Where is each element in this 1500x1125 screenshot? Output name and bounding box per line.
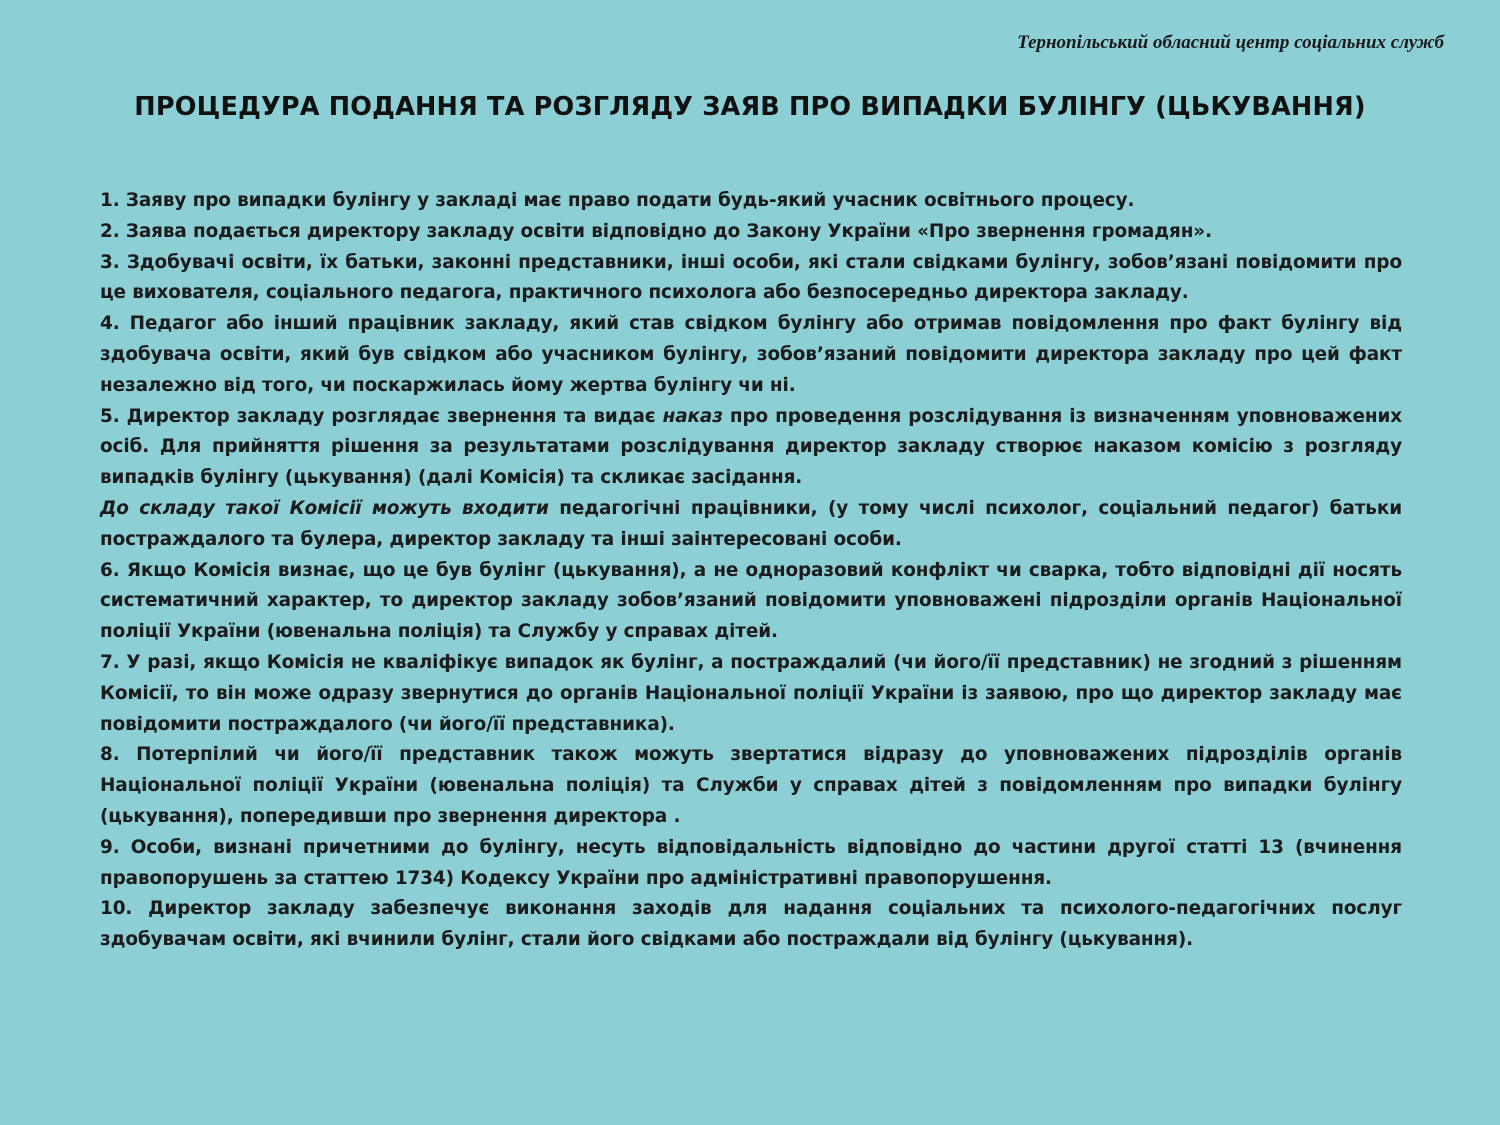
item-emphasis: До складу такої Комісії можуть входити [100, 497, 549, 519]
item-text: 6. Якщо Комісія визнає, що це був булінг (цькування), а не одноразовий конфлікт чи сварка, тобто відповідні дії носять систематичний характер, то директор закладу зобов’язаний повідомити уповноважені підрозділи органів Національної поліції України (ювенальна поліція) та Службу у справах дітей. [100, 559, 1402, 643]
list-item [100, 494, 1402, 556]
list-item [100, 217, 1402, 248]
item-text: 2. Заява подається директору закладу освіти відповідно до Закону України «Про звернення громадян». [100, 220, 1212, 242]
organization-name: Тернопільський обласний центр соціальних служб [1017, 32, 1444, 53]
list-item [100, 833, 1402, 895]
list-item [100, 740, 1402, 832]
item-text: 4. Педагог або інший працівник закладу, який став свідком булінгу або отримав повідомлення про факт булінгу від здобувача освіти, який був свідком або учасником булінгу, зобов’язаний повідомити директора закладу про цей факт незалежно від того, чи поскаржилась йому жертва булінгу чи ні. [100, 313, 1402, 396]
item-text: про проведення розслідування із визначенням уповноважених осіб. Для прийняття рішення за результатами розслідування директор закладу створює наказом комісію з розгляду випадків булінгу (цькування) (далі Комісія) та скликає засідання. [100, 405, 1402, 489]
item-text: 8. Потерпілий чи його/її представник також можуть звертатися відразу до уповноважених підрозділів органів Національної поліції України (ювенальна поліція) та Служби у справах дітей з повідомленням про випадки булінгу (цькування), попередивши про звернення директора . [100, 744, 1402, 827]
procedure-list [100, 186, 1402, 956]
item-text: 3. Здобувачі освіти, їх батьки, законні представники, інші особи, які стали свідками булінгу, зобов’язані повідомити про це вихователя, соціального педагога, практичного психолога або безпосередньо директора закладу. [100, 251, 1402, 304]
list-item [100, 186, 1402, 217]
item-emphasis: наказ [662, 405, 723, 427]
list-item [100, 648, 1402, 740]
list-item [100, 402, 1402, 494]
item-text: педагогічні працівники, (у тому числі психолог, соціальний педагог) батьки постраждалого та булера, директор закладу та інші заінтересовані особи. [100, 497, 1402, 550]
list-item [100, 894, 1402, 956]
item-text: 9. Особи, визнані причетними до булінгу, несуть відповідальність відповідно до частини другої статті 13 (вчинення правопорушень за статтею 1734) Кодексу України про адміністративні правопорушення. [100, 836, 1402, 889]
list-item [100, 556, 1402, 648]
item-text: 7. У разі, якщо Комісія не кваліфікує випадок як булінг, а постраждалий (чи його/її представник) не згодний з рішенням Комісії, то він може одразу звернутися до органів Національної поліції України із заявою, про що директор закладу має повідомити постраждалого (чи його/її представника). [100, 651, 1402, 735]
list-item [100, 309, 1402, 401]
item-text: 1. Заяву про випадки булінгу у закладі має право подати будь-який учасник освітнього процесу. [100, 190, 1135, 211]
page-title: ПРОЦЕДУРА ПОДАННЯ ТА РОЗГЛЯДУ ЗАЯВ ПРО ВИПАДКИ БУЛІНГУ (ЦЬКУВАННЯ) [134, 92, 1366, 122]
item-text: 10. Директор закладу забезпечує виконання заходів для надання соціальних та психолого-педагогічних послуг здобувачам освіти, які вчинили булінг, стали його свідками або постраждали від булінгу (цькування). [100, 898, 1402, 951]
item-text: 5. Директор закладу розглядає звернення та видає [100, 405, 663, 427]
list-item [100, 248, 1402, 310]
